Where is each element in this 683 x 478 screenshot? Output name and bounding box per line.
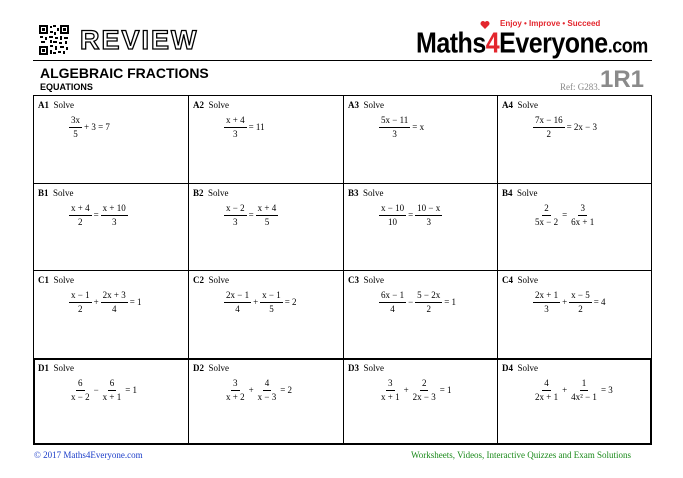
page-subtitle: EQUATIONS (40, 82, 93, 92)
question-label: C4 Solve (502, 275, 539, 285)
question-cell-c4 (498, 271, 652, 358)
equation: $\frac{x + 4}{3}$ = 11 (226, 115, 265, 139)
question-grid (33, 95, 652, 445)
equation: $\frac{5x - 11}{3}$ = x (381, 115, 425, 139)
question-cell-d2 (189, 359, 343, 444)
equation: $\frac{4}{2x + 1}$ + $\frac{1}{\text{4x² − 1}}$ = 3 (535, 378, 613, 402)
equation: $\frac{3}{x + 1}$ + $\frac{2}{2x - 3}$ = 1 (381, 378, 452, 402)
brand-four: 4 (485, 27, 500, 60)
page-title: ALGEBRAIC FRACTIONS (40, 65, 209, 81)
equation: $\frac{6x - 1}{4}$ − $\frac{5 - 2x}{2}$ = 1 (381, 290, 457, 314)
equation: $\frac{x - 10}{10}$ = $\frac{10 - x}{3}$ (381, 203, 441, 227)
question-label: B1 Solve (38, 188, 74, 198)
equation: $\frac{x - 2}{3}$ = $\frac{x + 4}{5}$ (226, 203, 277, 227)
copyright-link[interactable]: © 2017 Maths4Everyone.com (34, 450, 143, 460)
question-cell-b1 (34, 184, 188, 270)
question-cell-d1 (34, 359, 188, 444)
brand-suffix: Everyone (499, 27, 608, 60)
question-label: B3 Solve (348, 188, 384, 198)
equation: $\frac{2x + 1}{3}$ + $\frac{x - 5}{2}$ = 4 (535, 290, 606, 314)
question-label: B2 Solve (193, 188, 229, 198)
equation: $\frac{x + 4}{2}$ = $\frac{x + 10}{3}$ (71, 203, 126, 227)
question-label: A1 Solve (38, 100, 75, 110)
brand-com: .com (607, 34, 648, 58)
question-label: C3 Solve (348, 275, 385, 285)
brand-tagline: Enjoy • Improve • Succeed (500, 19, 601, 28)
question-cell-c2 (189, 271, 343, 358)
question-label: A4 Solve (502, 100, 539, 110)
question-label: D2 Solve (193, 363, 230, 373)
question-cell-b4 (498, 184, 652, 270)
question-label: D1 Solve (38, 363, 75, 373)
question-cell-d4 (498, 359, 652, 444)
worksheet-code: 1R1 (600, 66, 645, 93)
header-divider (33, 60, 652, 61)
question-label: C2 Solve (193, 275, 230, 285)
question-cell-c1 (34, 271, 188, 358)
equation: $\frac{6}{x - 2}$ − $\frac{6}{x + 1}$ = 1 (71, 378, 138, 402)
question-label: B4 Solve (502, 188, 538, 198)
question-label: D4 Solve (502, 363, 539, 373)
equation: $\frac{3}{x + 2}$ + $\frac{4}{x - 3}$ = 2 (226, 378, 293, 402)
question-label: C1 Solve (38, 275, 75, 285)
question-label: D3 Solve (348, 363, 385, 373)
question-cell-b2 (189, 184, 343, 270)
review-label: REVIEW (80, 25, 199, 55)
equation: $\frac{2}{5x - 2}$ = $\frac{3}{6x + 1}$ (535, 203, 595, 227)
question-cell-a3 (344, 96, 498, 183)
resources-link[interactable]: Worksheets, Videos, Interactive Quizzes and Exam Solutions (411, 450, 632, 460)
question-cell-a1 (34, 96, 188, 183)
question-cell-a4 (498, 96, 652, 183)
question-cell-a2 (189, 96, 343, 183)
question-cell-d3 (344, 359, 498, 444)
brand-logo (416, 26, 648, 63)
equation: $\frac{3x}{5}$ + 3 = 7 (71, 115, 110, 139)
equation: $\frac{2x - 1}{4}$ + $\frac{x - 1}{5}$ = 2 (226, 290, 297, 314)
question-cell-c3 (344, 271, 498, 358)
equation: $\frac{7x - 16}{2}$ = 2x − 3 (535, 115, 597, 139)
brand-prefix: Maths (416, 27, 486, 60)
reference-text: Ref: G283. (560, 82, 600, 92)
question-label: A3 Solve (348, 100, 385, 110)
question-cell-b3 (344, 184, 498, 270)
equation: $\frac{x - 1}{2}$ + $\frac{2x + 3}{4}$ = 1 (71, 290, 142, 314)
question-label: A2 Solve (193, 100, 230, 110)
qr-code-icon (38, 24, 70, 56)
